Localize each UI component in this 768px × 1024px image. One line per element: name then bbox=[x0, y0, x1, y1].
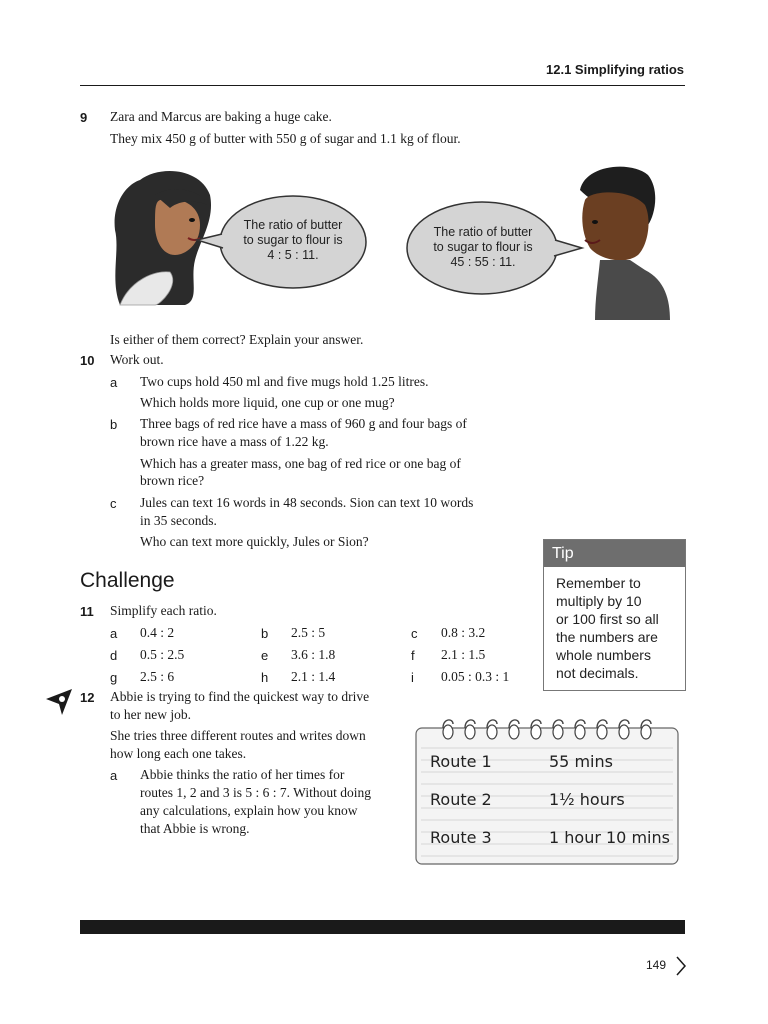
marcus-bubble-line2: to sugar to flour is bbox=[433, 240, 533, 254]
tip-line: whole numbers bbox=[556, 647, 651, 663]
speech-illustration bbox=[100, 160, 680, 325]
question-12-line2: to her new job. bbox=[110, 707, 191, 722]
zara-bubble-line3: 4 : 5 : 11. bbox=[267, 248, 319, 262]
tip-line: the numbers are bbox=[556, 629, 658, 645]
question-12a-line1: Abbie thinks the ratio of her times for bbox=[140, 767, 345, 782]
route-name: Route 1 bbox=[430, 752, 492, 771]
question-10b-label: b bbox=[110, 417, 118, 432]
page-number: 149 bbox=[646, 958, 667, 972]
zara-speech-bubble bbox=[238, 218, 348, 263]
question-11-number: 11 bbox=[80, 604, 94, 619]
header-rule bbox=[80, 85, 685, 86]
ratio-item-label: a bbox=[110, 626, 118, 641]
next-page-chevron-icon[interactable] bbox=[674, 955, 688, 977]
question-10c-line2: in 35 seconds. bbox=[140, 513, 217, 528]
zara-illustration bbox=[115, 171, 211, 305]
question-9-number: 9 bbox=[80, 110, 88, 125]
question-10b-line3: Which has a greater mass, one bag of red rice or one bag of bbox=[140, 456, 461, 471]
question-10b-line1: Three bags of red rice have a mass of 960 g and four bags of bbox=[140, 416, 467, 431]
question-9-line2: They mix 450 g of butter with 550 g of sugar and 1.1 kg of flour. bbox=[110, 131, 461, 146]
ratio-item-label: c bbox=[411, 626, 418, 641]
question-10a-line2: Which holds more liquid, one cup or one mug? bbox=[140, 395, 395, 410]
zara-bubble-line1: The ratio of butter bbox=[243, 218, 343, 232]
ratio-item-value: 0.5 : 2.5 bbox=[140, 647, 185, 662]
ratio-item-value: 0.4 : 2 bbox=[140, 625, 175, 640]
route-name: Route 3 bbox=[430, 828, 492, 847]
tip-box bbox=[543, 539, 686, 691]
question-10b-line2: brown rice have a mass of 1.22 kg. bbox=[140, 434, 329, 449]
zara-bubble-line2: to sugar to flour is bbox=[243, 233, 343, 247]
challenge-heading: Challenge bbox=[80, 569, 175, 592]
question-10a-label: a bbox=[110, 375, 118, 390]
question-12a-label: a bbox=[110, 768, 118, 783]
question-9-line1: Zara and Marcus are baking a huge cake. bbox=[110, 109, 332, 124]
ratio-item-value: 0.05 : 0.3 : 1 bbox=[441, 669, 510, 684]
route-name: Route 2 bbox=[430, 790, 492, 809]
question-12-line4: how long each one takes. bbox=[110, 746, 247, 761]
question-10c-label: c bbox=[110, 496, 117, 511]
ratio-item-label: e bbox=[261, 648, 269, 663]
marcus-bubble-line1: The ratio of butter bbox=[433, 225, 533, 239]
question-12a-line2: routes 1, 2 and 3 is 5 : 6 : 7. Without doing bbox=[140, 785, 371, 800]
ratio-item-value: 2.5 : 5 bbox=[291, 625, 326, 640]
question-12-line3: She tries three different routes and writes down bbox=[110, 728, 366, 743]
ratio-item-value: 3.6 : 1.8 bbox=[291, 647, 336, 662]
question-10-intro: Work out. bbox=[110, 352, 164, 367]
ratio-item-label: h bbox=[261, 670, 269, 685]
marcus-bubble-line3: 45 : 55 : 11. bbox=[450, 255, 516, 269]
marcus-speech-bubble bbox=[424, 225, 542, 270]
ratio-item-label: d bbox=[110, 648, 118, 663]
ratio-item-value: 0.8 : 3.2 bbox=[441, 625, 486, 640]
ratio-item-label: f bbox=[411, 648, 415, 663]
tip-line: not decimals. bbox=[556, 665, 639, 681]
ratio-item-label: b bbox=[261, 626, 269, 641]
tip-title: Tip bbox=[544, 540, 685, 567]
question-10b-line4: brown rice? bbox=[140, 473, 205, 488]
question-12-number: 12 bbox=[80, 690, 95, 705]
ratio-item-label: i bbox=[411, 670, 414, 685]
question-11-intro: Simplify each ratio. bbox=[110, 603, 217, 618]
question-12a-line4: that Abbie is wrong. bbox=[140, 821, 250, 836]
question-10a-line1: Two cups hold 450 ml and five mugs hold 1.25 litres. bbox=[140, 374, 429, 389]
tip-line: Remember to bbox=[556, 575, 641, 591]
question-10c-line1: Jules can text 16 words in 48 seconds. Sion can text 10 words bbox=[140, 495, 474, 510]
challenge-star-icon bbox=[44, 687, 74, 717]
question-9-prompt: Is either of them correct? Explain your answer. bbox=[110, 332, 364, 347]
route-time: 55 mins bbox=[549, 752, 613, 771]
section-title: 12.1 Simplifying ratios bbox=[546, 62, 684, 77]
question-12a-line3: any calculations, explain how you know bbox=[140, 803, 358, 818]
ratio-item-label: g bbox=[110, 670, 118, 685]
tip-line: multiply by 10 bbox=[556, 593, 642, 609]
route-notepad bbox=[415, 718, 681, 868]
ratio-item-value: 2.5 : 6 bbox=[140, 669, 175, 684]
marcus-illustration bbox=[580, 167, 670, 320]
footer-bar bbox=[80, 920, 685, 934]
question-12-line1: Abbie is trying to find the quickest way to drive bbox=[110, 689, 370, 704]
tip-line: or 100 first so all bbox=[556, 611, 659, 627]
ratio-item-value: 2.1 : 1.5 bbox=[441, 647, 486, 662]
question-10-number: 10 bbox=[80, 353, 95, 368]
route-time: 1 hour 10 mins bbox=[549, 828, 670, 847]
question-10c-line3: Who can text more quickly, Jules or Sion? bbox=[140, 534, 369, 549]
ratio-item-value: 2.1 : 1.4 bbox=[291, 669, 336, 684]
route-time: 1½ hours bbox=[549, 790, 625, 809]
